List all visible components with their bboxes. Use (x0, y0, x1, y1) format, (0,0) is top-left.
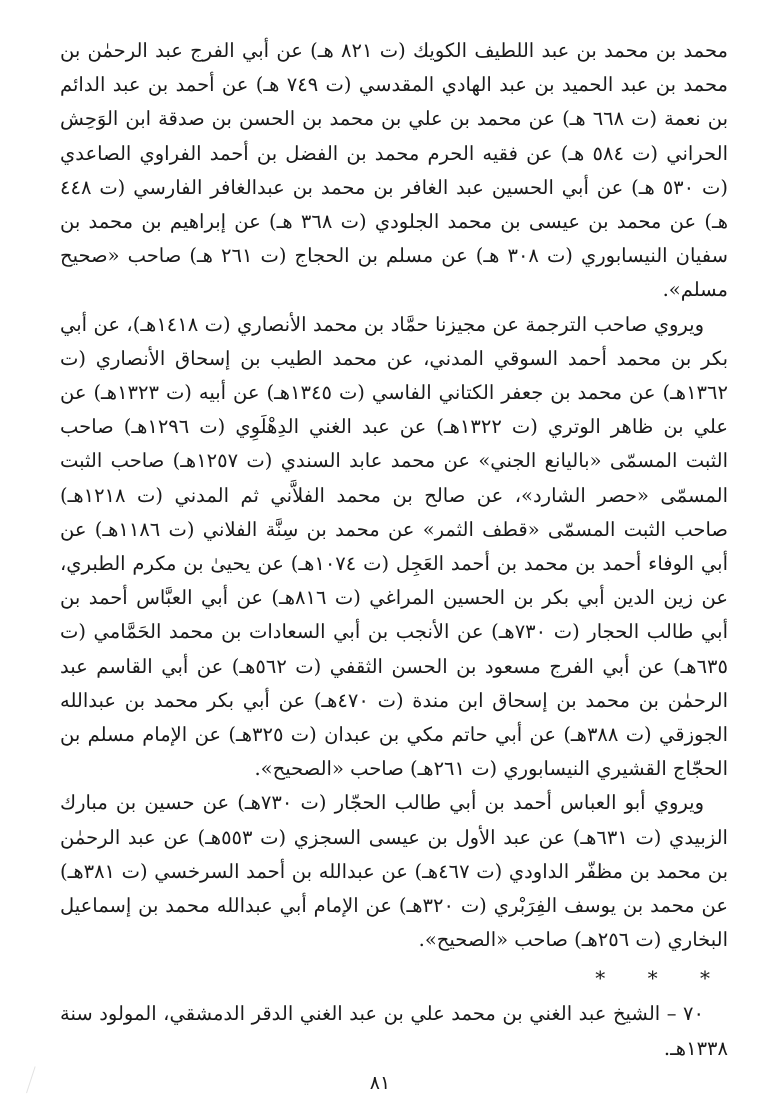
page-number: ٨١ (369, 1072, 391, 1094)
paragraph-isnad-3: ويروي أبو العباس أحمد بن أبي طالب الحجّار (ت ٧٣٠هـ) عن حسين بن مبارك الزبيدي (ت ٦٣١هـ) عن عبد الأول بن عيسى السجزي (ت ٥٥٣هـ) عن عبد الرحمٰن بن محمد بن مظفّر الداودي (ت ٤٦٧هـ) عن عبدالله بن أحمد السرخسي (ت ٣٨١هـ) عن محمد بن يوسف الفِرَبْري (ت ٣٢٠هـ) عن الإمام أبي عبدالله محمد بن إسماعيل البخاري (ت ٢٥٦هـ) صاحب «الصحيح». (60, 791, 728, 952)
book-page (60, 34, 728, 1092)
biography-entry-heading: ٧٠ – الشيخ عبد الغني بن محمد علي بن عبد الغني الدقر الدمشقي، المولود سنة ١٣٣٨هـ. (60, 1002, 728, 1060)
page-body (60, 34, 728, 1066)
paragraph-isnad-2: ويروي صاحب الترجمة عن مجيزنا حمَّاد بن محمد الأنصاري (ت ١٤١٨هـ)، عن أبي بكر بن محمد أحمد السوقي المدني، عن محمد الطيب بن إسحاق الأنصاري (ت ١٣٦٢هـ) عن محمد بن جعفر الكتاني الفاسي (ت ١٣٤٥هـ) عن أبيه (ت ١٣٢٣هـ) عن علي بن ظاهر الوتري (ت ١٣٢٢هـ) عن عبد الغني الدِهْلَوِي (ت ١٢٩٦هـ) صاحب الثبت المسمّى «باليانع الجني» عن محمد عابد السندي (ت ١٢٥٧هـ) صاحب الثبت المسمّى «حصر الشارد»، عن صالح بن محمد الفلاَّني ثم المدني (ت ١٢١٨هـ) صاحب الثبت المسمّى «قطف الثمر» عن محمد بن سِنَّة الفلاني (ت ١١٨٦هـ) عن أبي الوفاء أحمد بن محمد بن أحمد العَجِل (ت ١٠٧٤هـ) عن يحيىٰ بن مكرم الطبري، عن زين الدين أبي بكر بن الحسين المراغي (ت ٨١٦هـ) عن أبي العبَّاس أحمد بن أبي طالب الحجار (ت ٧٣٠هـ) عن الأنجب بن أبي السعادات بن محمد الحَمَّامي (ت ٦٣٥هـ) عن أبي الفرج مسعود بن الحسن الثقفي (ت ٥٦٢هـ) عن أبي القاسم عبد الرحمٰن بن محمد بن إسحاق ابن مندة (ت ٤٧٠هـ) عن أبي بكر محمد بن عبدالله الجوزقي (ت ٣٨٨هـ) عن أبي حاتم مكي بن عبدان (ت ٣٢٥هـ) عن الإمام مسلم بن الحجّاج القشيري النيسابوري (ت ٢٦١هـ) صاحب «الصحيح». (60, 312, 729, 781)
paragraph-isnad-1: محمد بن محمد بن عبد اللطيف الكويك (ت ٨٢١ هـ) عن أبي الفرج عبد الرحمٰن بن محمد بن عبد الحميد بن عبد الهادي المقدسي (ت ٧٤٩ هـ) عن أحمد بن عبد الدائم بن نعمة (ت ٦٦٨ هـ) عن محمد بن علي بن محمد بن الحسن بن صدقة ابن الوَحِش الحراني (ت ٥٨٤ هـ) عن فقيه الحرم محمد بن الفضل بن أحمد الفراوي الصاعدي (ت ٥٣٠ هـ) عن أبي الحسين عبد الغافر بن محمد بن عبدالغافر الفارسي (ت ٤٤٨ هـ) عن محمد بن عيسى بن محمد الجلودي (ت ٣٦٨ هـ) عن إبراهيم بن محمد بن سفيان النيسابوري (ت ٣٠٨ هـ) عن مسلم بن الحجاج (ت ٢٦١ هـ) صاحب «صحيح مسلم». (60, 39, 729, 302)
section-separator: * * * (595, 966, 728, 991)
